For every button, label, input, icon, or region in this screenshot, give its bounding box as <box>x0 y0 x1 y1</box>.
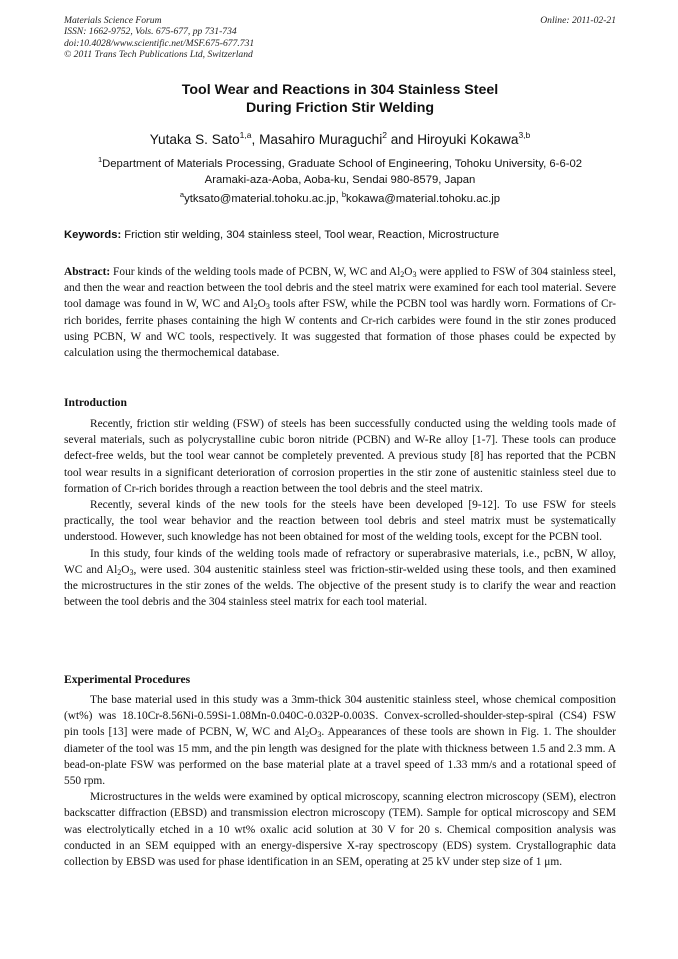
copyright-line: © 2011 Trans Tech Publications Ltd, Switzerland <box>64 49 253 61</box>
email-marker-b: b <box>341 190 347 199</box>
author-2-affil: 2 <box>382 130 387 140</box>
issn-line: ISSN: 1662-9752, Vols. 675-677, pp 731-734 <box>64 26 237 38</box>
email-a[interactable]: ytksato@material.tohoku.ac.jp, <box>184 193 342 205</box>
author-1: Yutaka S. Sato <box>149 132 240 147</box>
affiliation-line-2: Aramaki-aza-Aoba, Aoba-ku, Sendai 980-8579, Japan <box>204 174 476 186</box>
email-b[interactable]: kokawa@material.tohoku.ac.jp <box>346 193 501 205</box>
author-3-affil: 3,b <box>518 130 531 140</box>
email-marker-a: a <box>179 190 185 199</box>
journal-name: Materials Science Forum <box>64 15 162 26</box>
title-line-1: Tool Wear and Reactions in 304 Stainless Steel <box>181 82 499 98</box>
keywords-label: Keywords: <box>64 229 122 241</box>
experimental-heading: Experimental Procedures <box>64 673 191 686</box>
experimental-body <box>64 692 616 870</box>
online-date: Online: 2011-02-21 <box>540 15 616 26</box>
author-3: Hiroyuki Kokawa <box>417 132 519 147</box>
paragraph: Recently, friction stir welding (FSW) of steels has been successfully conducted using the welding tools made of several materials, such as polycrystalline cubic boron nitride (PCBN) and W-Re alloy [1-7]. These tools can produce defect-free welds, but the tool wear cannot be completely prevented. A previous study [8] has reported that the PCBN tool wear results in a significant deterioration of corrosion properties in the stir zone of austenitic stainless steel due to formation of Cr-rich borides through a reaction between the tool debris and the steel matrix. <box>64 418 616 495</box>
paragraph: The base material used in this study was a 3mm-thick 304 austenitic stainless steel, whose chemical composition (wt%) was 18.10Cr-8.56Ni-0.59Si-1.08Mn-0.040C-0.032P-0.003S. Convex-scrolled-shoulder-step-spiral (CS4) FSW pin tools [13] were made of PCBN, W, WC and $Al_2O_3$. Appearances of these tools are shown in Fig. 1. The shoulder diameter of the tool was 15 mm, and the pin length was designed for the plate with thickness between 1.5 and 2.3 mm. A bead-on-plate FSW was performed on the base material plate at a travel speed of 1.33 mm/s and a rotational speed of 550 rpm. <box>64 694 616 788</box>
author-1-affil: 1,a <box>239 130 252 140</box>
running-header <box>64 15 616 61</box>
author-separator: and <box>386 132 418 147</box>
affiliation-marker: 1 <box>97 155 103 164</box>
paragraph: Recently, several kinds of the new tools for the steels have been developed [9-12]. To use FSW for steels practically, the tool wear behavior and the reaction between tool debris and steel matrix must be systematically understood. However, such knowledge has not been obtained for most of the welding tools, except for the PCBN tool. <box>64 499 616 544</box>
author-emails <box>64 191 616 207</box>
keywords-text: Friction stir welding, 304 stainless steel, Tool wear, Reaction, Microstructure <box>121 229 500 241</box>
paragraph: In this study, four kinds of the welding tools made of refractory or superabrasive materials, i.e., pcBN, W alloy, WC and $Al_2O_3$, were used. 304 austenitic stainless steel was friction-stir-welded using these tools, and then examined the microstructures in the stir zones of the welds. The objective of the present study is to clarify the wear and reaction between the tool debris and the 304 stainless steel matrix for each tool material. <box>64 547 616 609</box>
paper-title <box>64 81 616 117</box>
abstract-label: Abstract: <box>64 266 111 278</box>
author-2: Masahiro Muraguchi <box>259 132 383 147</box>
abstract: Abstract: Four kinds of the welding tools made of PCBN, W, WC and $Al_2O_3$ were applied to FSW of 304 stainless steel, and then the wear and reaction between the tool debris and the steel matrix were examined for each tool material. Severe tool damage was found in W, WC and $Al_2O_3$ tools after FSW, while the PCBN tool was hardly worn. Formations of Cr-rich borides, ferrite phases containing the high W contents and Cr-rich carbides were found in the stir zones produced using PCBN, W and WC tools, respectively. It was suggested that formation of those phases could be expected by calculation using the thermochemical database. <box>64 266 616 360</box>
paragraph: Microstructures in the welds were examined by optical microscopy, scanning electron microscopy (SEM), electron backscatter diffraction (EBSD) and transmission electron microscopy (TEM). Sample for optical microscopy and SEM was electrolytically etched in a 10 wt% oxalic acid solution at 30 V for 20 s. Chemical composition analysis was conducted in an SEM equipped with an energy-dispersive X-ray spectroscopy (EDS) system. Crystallographic data collection by EBSD was used for phase identification in an SEM, operating at 25 kV under step size of 1 μm. <box>64 791 616 869</box>
affiliation-line-1: $^1$Department of Materials Processing, Graduate School of Engineering, Tohoku University, 6-6-02 <box>97 155 583 170</box>
title-line-2: During Friction Stir Welding <box>245 100 435 116</box>
doi-line: doi:10.4028/www.scientific.net/MSF.675-677.731 <box>64 37 255 49</box>
keywords <box>64 227 616 243</box>
introduction-heading: Introduction <box>64 396 127 409</box>
introduction-body <box>64 416 616 610</box>
author-separator: , <box>251 132 260 147</box>
affiliation <box>64 156 616 188</box>
author-list <box>64 131 616 149</box>
